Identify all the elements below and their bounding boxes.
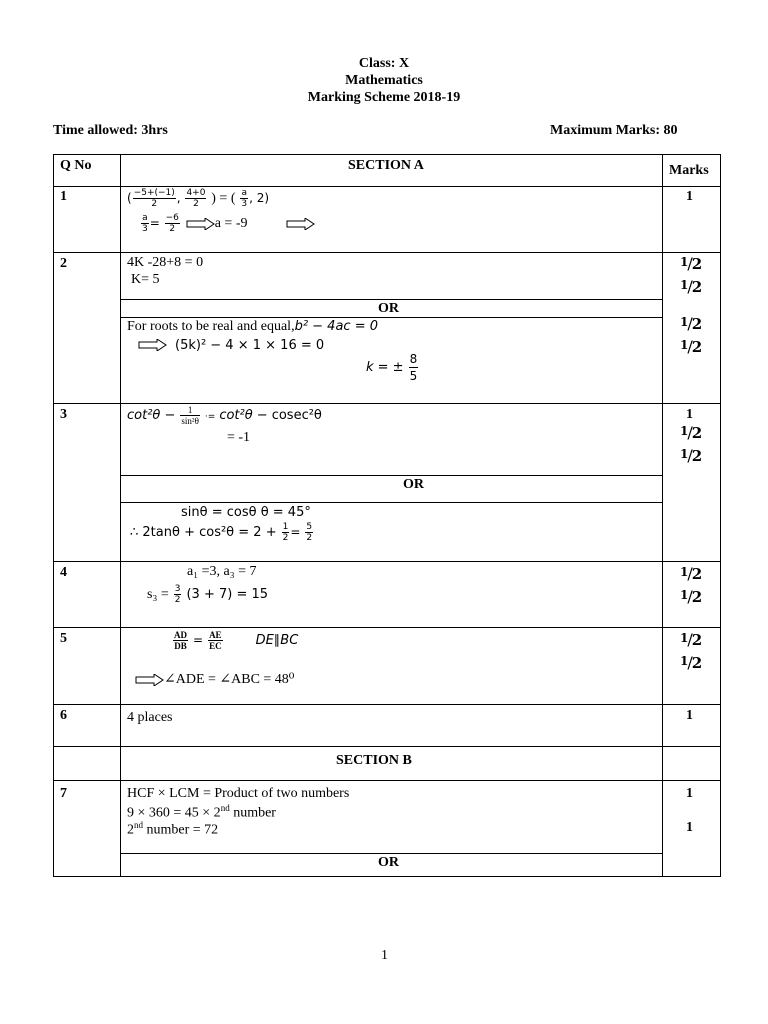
implies-arrow-icon bbox=[134, 674, 164, 686]
q4-number: 4 bbox=[60, 565, 67, 580]
q4-line2: s₃ = $\frac{3}{2}$ (3 + 7) = 15 bbox=[147, 584, 269, 605]
q2-step bbox=[137, 336, 324, 354]
maximum-marks: Maximum Marks: 80 bbox=[550, 123, 678, 138]
q2-number: 2 bbox=[60, 256, 67, 271]
q3-mark-half-2: $^1$/2 bbox=[680, 446, 703, 465]
q7-line1: HCF × LCM = Product of two numbers bbox=[127, 786, 350, 801]
q7-line3: 2nd number = 72 bbox=[127, 820, 219, 838]
q1-mark: 1 bbox=[686, 189, 693, 204]
q2-or-text: For roots to be real and equal,b² − 4ac = 0 bbox=[127, 319, 378, 334]
class-heading: Class: X bbox=[358, 56, 410, 71]
implies-arrow-icon bbox=[285, 218, 315, 230]
header-section-a: SECTION A bbox=[348, 158, 424, 173]
header-qno: Q No bbox=[60, 158, 92, 173]
q1-result: a = -9 bbox=[214, 216, 248, 231]
q2-mark-half-4: $^1$/2 bbox=[680, 337, 703, 356]
q3-line1: cot²θ − $\frac{1}{\text{sin²θ}}$ ·= cot²θ − cosec²θ bbox=[127, 405, 322, 426]
section-b-heading: SECTION B bbox=[336, 753, 412, 768]
q3-line2: = -1 bbox=[227, 430, 251, 445]
q2-k-value: k = ± $\frac{8}{5}$ bbox=[366, 352, 418, 383]
q3-mark-1: 1 bbox=[686, 407, 693, 422]
implies-arrow-icon bbox=[185, 218, 215, 230]
page-number: 1 bbox=[381, 948, 388, 963]
q4-mark-half-2: $^1$/2 bbox=[680, 587, 703, 606]
q3-or: OR bbox=[403, 477, 424, 492]
q3-or-line1: sinθ = cosθ θ = 45° bbox=[181, 505, 311, 520]
q7-line2: 9 × 360 = 45 × 2nd number bbox=[127, 803, 276, 821]
q7-mark-2: 1 bbox=[686, 820, 693, 835]
q7-or: OR bbox=[378, 855, 399, 870]
q4-line1: a₁ =3, a₃ = 7 bbox=[187, 564, 257, 579]
header-marks: Marks bbox=[669, 163, 709, 178]
q7-mark-1: 1 bbox=[686, 786, 693, 801]
q4-mark-half-1: $^1$/2 bbox=[680, 564, 703, 583]
q1-number: 1 bbox=[60, 189, 67, 204]
time-allowed: Time allowed: 3hrs bbox=[53, 123, 168, 138]
q2-mark-half-2: $^1$/2 bbox=[680, 277, 703, 296]
q6-mark: 1 bbox=[686, 708, 693, 723]
q3-number: 3 bbox=[60, 407, 67, 422]
q5-mark-half-2: $^1$/2 bbox=[680, 653, 703, 672]
q2-step-eq: (5k)² − 4 × 1 × 16 = 0 bbox=[175, 338, 325, 353]
q3-mark-half-1: $^1$/2 bbox=[680, 423, 703, 442]
q5-mark-half-1: $^1$/2 bbox=[680, 630, 703, 649]
q6-text: 4 places bbox=[127, 710, 173, 725]
q5-number: 5 bbox=[60, 631, 67, 646]
q2-or: OR bbox=[378, 301, 399, 316]
q3-or-line2: ∴ 2tanθ + cos²θ = 2 + $\frac{1}{2}$ = $\frac{5}{2}$ bbox=[130, 522, 313, 543]
q1-line2: $\frac{a}{3}$ = $\frac{-6}{2}$ a = -9 bbox=[142, 213, 248, 234]
q6-number: 6 bbox=[60, 708, 67, 723]
q2-line1: 4K -28+8 = 0 bbox=[127, 255, 204, 270]
q5-line2: ∠ADE = ∠ABC = 48⁰ bbox=[134, 671, 294, 688]
q7-number: 7 bbox=[60, 786, 67, 801]
q2-mark-half-1: $^1$/2 bbox=[680, 254, 703, 273]
q2-line2: K= 5 bbox=[131, 272, 160, 287]
q2-mark-half-3: $^1$/2 bbox=[680, 314, 703, 333]
subject-heading: Mathematics bbox=[345, 73, 423, 88]
q1-line1: ( $\frac{-5+(-1)}{2}$ , $\frac{4+0}{2}$ ) = ( $\frac{a}{3}$ , 2) bbox=[127, 188, 270, 209]
scheme-heading: Marking Scheme 2018-19 bbox=[307, 90, 461, 105]
q5-line1: $\frac{AD}{DB}$ = $\frac{AE}{EC}$ DE∥BC bbox=[174, 630, 299, 651]
implies-arrow-icon bbox=[137, 339, 167, 351]
